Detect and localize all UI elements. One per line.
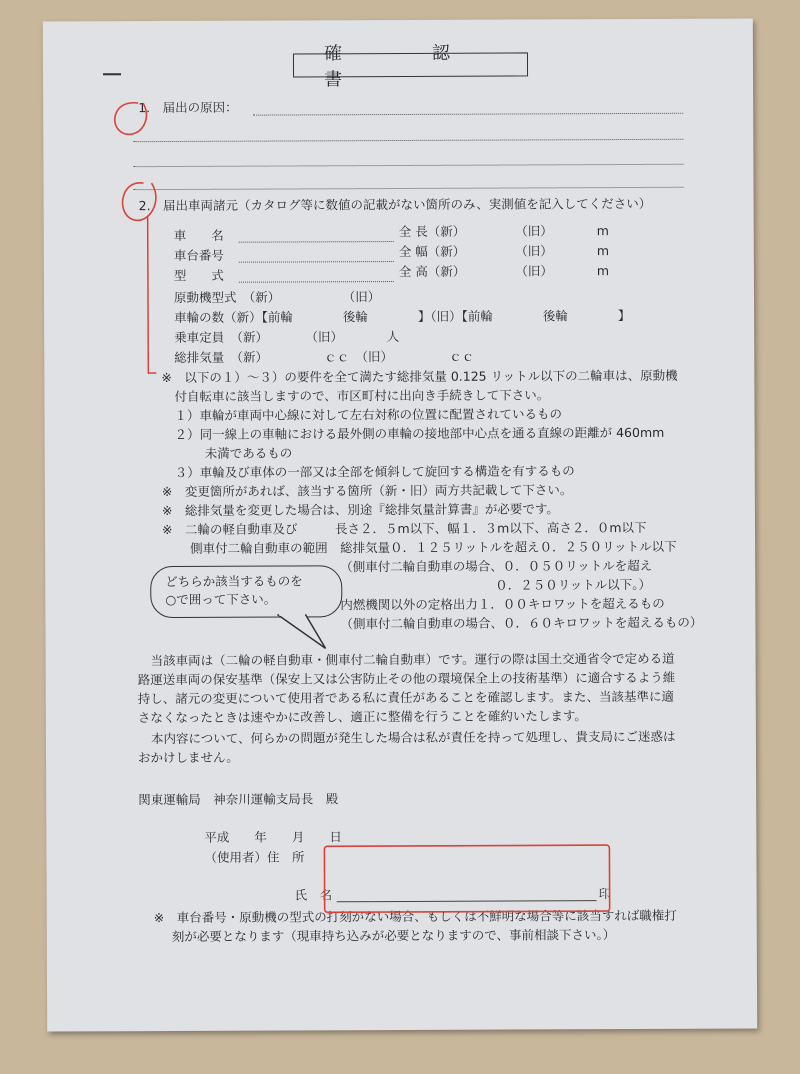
bubble-line-2: ○で囲って下さい。 — [165, 591, 277, 608]
requirement-1: １）車輪が車両中心線に対して左右対称の位置に配置されているもの — [174, 406, 563, 423]
unit-m-2: m — [596, 243, 610, 259]
footer-2: 刻が必要となります（現車持ち込みが必要となりますので、事前相談下さい。） — [171, 927, 616, 944]
red-annotations — [43, 18, 757, 1031]
footer-1: ※ 車台番号・原動機の型式の打刻がない場合、もしくは不鮮明な場合等に該当すれば職権打 — [153, 907, 677, 926]
body-1b: 路運送車両の保安基準（保安上又は公害防止その他の環境保全上の技術基準）に適合するよう維 — [137, 669, 676, 688]
field-engine-model: 原動機型式 （新） （旧） — [173, 289, 381, 305]
field-car-name: 車 名 — [173, 227, 224, 243]
body-2a: 本内容について、何らかの問題が発生した場合は私が責任を持って処理し、貴支局にご迷惑は — [150, 728, 676, 747]
unit-m-3: m — [596, 263, 610, 279]
section1-label: 1. 届出の原因： — [138, 99, 238, 116]
unit-m-1: m — [596, 223, 609, 239]
note-4a: ※ 二輪の軽自動車及び 長さ２．５m以下、幅１．３m以下、高さ２．０m以下 — [161, 519, 647, 538]
field-height: 全 高（新） （旧） — [398, 263, 553, 280]
body-1a: 当該車両は（二輪の軽自動車・側車付二輪自動車）です。運行の際は国土交通省令で定める道 — [150, 650, 675, 669]
sign-name: 氏 名 — [294, 887, 333, 903]
section2-label: 2. 届出車両諸元（カタログ等に数値の記載がない箇所のみ、実測値を記入してください） — [138, 195, 652, 214]
field-capacity: 乗車定員 （新） （旧） 人 — [174, 329, 400, 345]
sign-date[interactable]: 平成 年 月 日 — [204, 829, 342, 845]
field-model: 型 式 — [173, 267, 224, 283]
requirement-2b: 未満であるもの — [204, 445, 293, 461]
bubble-line-1: どちらか該当するものを — [165, 573, 303, 590]
requirement-3: ３）車輪及び車体の一部又は全部を傾斜して旋回する構造を有するもの — [174, 463, 575, 480]
body-1c: 持し、諸元の変更について使用者である私に責任があることを確認します。また、当該基準に適 — [137, 688, 675, 707]
document-paper — [43, 18, 757, 1031]
field-chassis-no: 車台番号 — [173, 247, 224, 263]
body-2b: おかけしません。 — [137, 749, 239, 766]
field-width: 全 幅（新） （旧） — [398, 243, 553, 260]
sign-user-address: （使用者）住 所 — [204, 849, 305, 865]
note-1b: 付自転車に該当しますので、市区町村に出向き手続きして下さい。 — [174, 387, 550, 404]
note-4f: （側車付二輪自動車の場合、０．６０キロワットを超えるもの） — [340, 614, 703, 632]
note-4d: ０．２５０リットル以下。） — [495, 576, 652, 593]
body-1d: さなくなったときは速やかに改善し、適正に整備を行うことを確約いたします。 — [137, 708, 587, 726]
field-wheels: 車輪の数（新）【前輪 後輪 】（旧）【前輪 後輪 】 — [174, 307, 631, 325]
note-4e: 内燃機関以外の定格出力１．００キロワットを超えるもの — [340, 595, 665, 613]
seal-mark: 印 — [598, 886, 612, 902]
note-2: ※ 変更箇所があれば、該当する箇所（新・旧）両方共記載して下さい。 — [161, 482, 573, 500]
addressee: 関東運輸局 神奈川運輸支局長 殿 — [138, 791, 339, 808]
note-4b: 側車付二輪自動車の範囲 総排気量０．１２５リットルを超え０．２５０リットル以下 — [190, 538, 677, 556]
note-3: ※ 総排気量を変更した場合は、別途『総排気量計算書』が必要です。 — [161, 501, 559, 519]
document-title: 確 認 書 — [293, 52, 528, 77]
field-length: 全 長（新） （旧） — [398, 223, 553, 240]
note-4c: （側車付二輪自動車の場合、０．０５０リットルを超え — [340, 557, 653, 575]
note-1a: ※ 以下の１）～３）の要件を全て満たす総排気量 0.125 リットル以下の二輪車は、原動機 — [161, 367, 678, 386]
requirement-2a: ２）同一線上の車軸における最外側の車輪の接地部中心点を通る直線の距離が 460mm — [174, 424, 665, 442]
field-displacement: 総排気量 （新） ｃｃ （旧） ｃｃ — [174, 348, 475, 365]
